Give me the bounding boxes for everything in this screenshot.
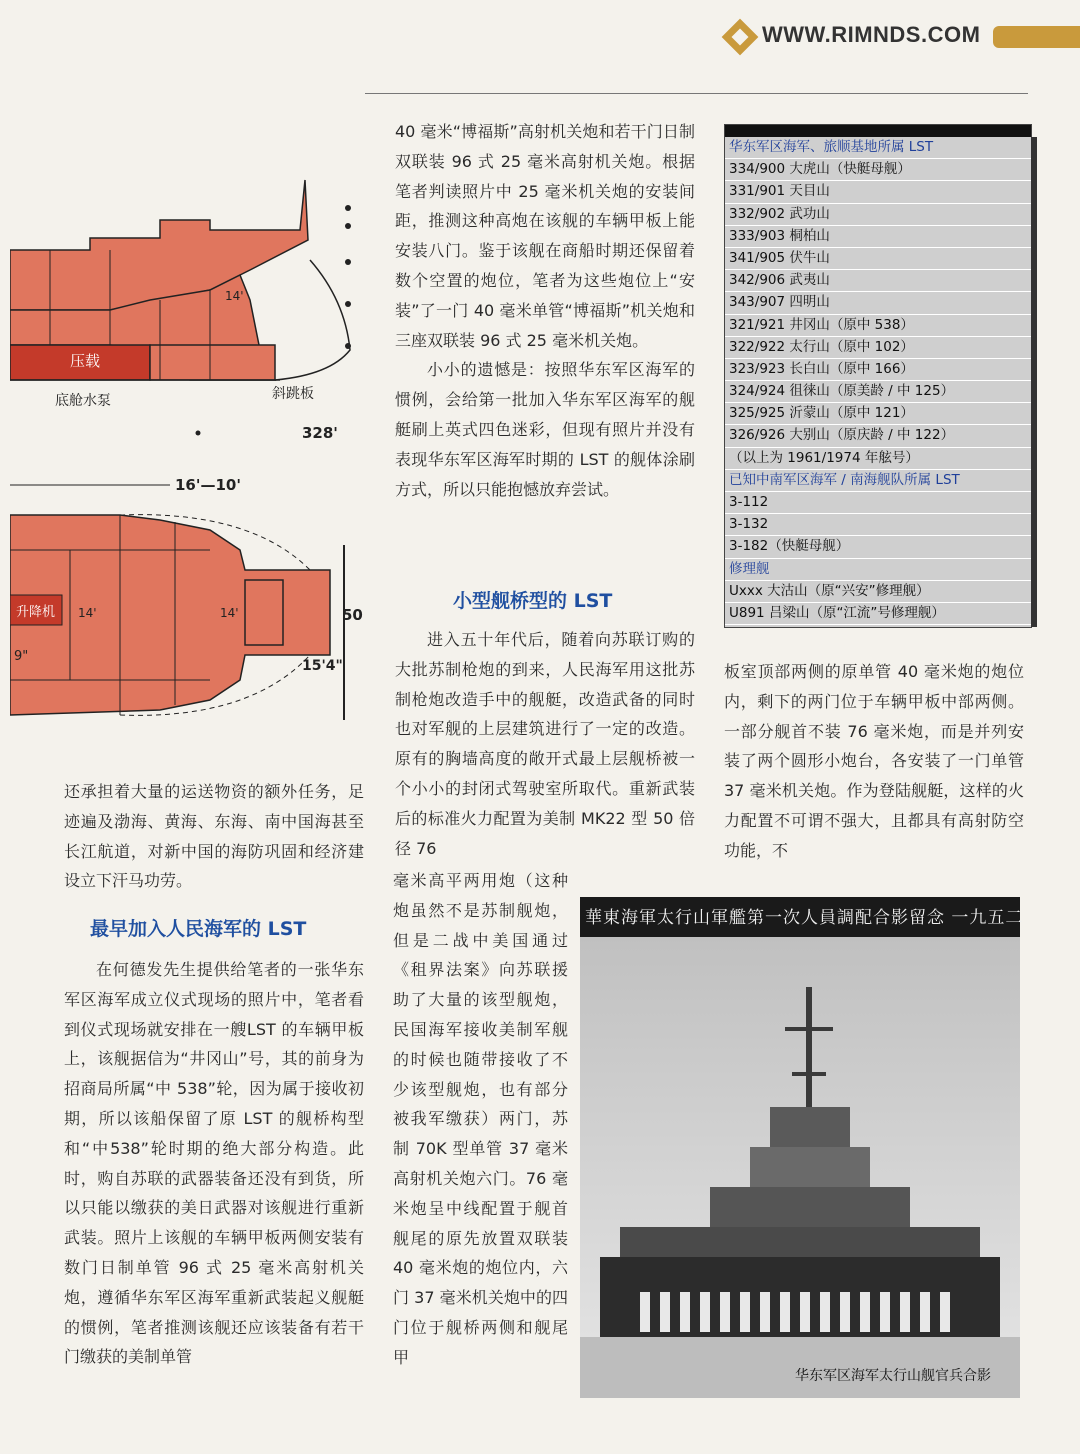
label-ramp: 斜跳板: [272, 386, 314, 402]
table-row: 修理舰: [725, 559, 1031, 581]
table-row: （以上为 1961/1974 年舷号）: [725, 448, 1031, 470]
table-row: 3-112: [725, 492, 1031, 514]
section-heading-earliest-lst: 最早加入人民海军的 LST: [90, 918, 307, 940]
table-row: 3-132: [725, 514, 1031, 536]
paragraph: 40 毫米“博福斯”高射机关炮和若干门日制双联装 96 式 25 毫米高射机关炮。根据笔者判读照片中 25 毫米机关炮的安装间距，推测这种高炮在该舰的车辆甲板上能安装八门。鉴于该舰在商船时期还保留着数个空置的炮位，笔者为这些炮位上“安装”了一门 40 毫米单管“博福斯”机关炮和三座双联装 96 式 25 毫米机关炮。: [395, 122, 695, 350]
label-dim-14c: 14': [220, 606, 239, 620]
label-elevator: 升降机: [16, 605, 56, 620]
label-dim-9: 9": [14, 649, 29, 664]
table-shadow: [1031, 137, 1037, 627]
table-row: 华东军区海军、旅顺基地所属 LST: [725, 137, 1031, 159]
paragraph: 还承担着大量的运送物资的额外任务，足迹遍及渤海、黄海、东海、南中国海甚至长江航道，对新中国的海防巩固和经济建设立下汗马功劳。: [64, 782, 364, 891]
table-top-bar: [725, 125, 1031, 137]
photo-image: [580, 897, 1020, 1398]
paragraph: 进入五十年代后，随着向苏联订购的大批苏制枪炮的到来，人民海军用这批苏制枪炮改造手中的舰艇，改造武备的同时也对军舰的上层建筑进行了一定的改造。原有的胸墙高度的敞开式最上层舰桥被一个小小的封闭式驾驶室所取代。重新武装后的标准火力配置为美制 MK22 型 50 倍径 76: [395, 630, 695, 858]
article-col2-narrow: [393, 866, 568, 1373]
photo-banner-text: 華東海軍太行山軍艦第一次人員調配合影留念 一九五二: [585, 908, 1024, 928]
table-row: 3-182（快艇母舰）: [725, 536, 1031, 558]
label-dim-15-4: 15'4": [302, 658, 343, 674]
table-row: 324/924 徂徕山（原美龄 / 中 125）: [725, 381, 1031, 403]
table-row: 已知中南军区海军 / 南海舰队所属 LST: [725, 470, 1031, 492]
ship-diagram: [10, 150, 370, 740]
label-dim-50: 50: [342, 606, 363, 624]
label-dim-14b: 14': [78, 606, 97, 620]
paragraph: 小小的遗憾是：按照华东军区海军的惯例，会给第一批加入华东军区海军的舰艇刷上英式四色迷彩，但现有照片并没有表现华东军区海军时期的 LST 的舰体涂刷方式，所以只能抱憾放弃尝试。: [395, 360, 695, 499]
table-row: 333/903 桐柏山: [725, 226, 1031, 248]
table-row: 321/921 井冈山（原中 538）: [725, 315, 1031, 337]
article-col3-body: [724, 657, 1024, 866]
table-row: Uxxx 大沽山（原“兴安”修理舰）: [725, 581, 1031, 603]
label-dim-16-10: 16'—10': [175, 476, 241, 494]
article-col1-continuation: [64, 777, 364, 896]
table-row: 326/926 大别山（原庆龄 / 中 122）: [725, 425, 1031, 447]
header-rule: [365, 93, 1028, 94]
label-ballast: 压载: [70, 352, 101, 370]
table-row: 334/900 大虎山（快艇母舰）: [725, 159, 1031, 181]
article-col2-top: [395, 117, 695, 504]
table-row: U891 吕梁山（原“江流”号修理舰）: [725, 603, 1031, 625]
section-heading-small-bridge-lst: 小型舰桥型的 LST: [453, 590, 613, 612]
article-col2-body: [395, 625, 695, 863]
crew-group-photo: [580, 897, 1020, 1398]
paragraph: 毫米高平两用炮（这种炮虽然不是苏制舰炮，但是二战中美国通过《租界法案》向苏联援助了大量的该型舰炮，民国海军接收美制军舰的时候也随带接收了不少该型舰炮，也有部分被我军缴获）两门，苏制 70K 型单管 37 毫米高射机关炮六门。76 毫米炮呈中线配置于舰首舰尾的原先放置双联装 40 毫米炮的炮位内，六门 37 毫米机关炮中的四门位于舰桥两侧和舰尾甲: [393, 871, 568, 1367]
table-row: 331/901 天目山: [725, 181, 1031, 203]
table-row: 325/925 沂蒙山（原中 121）: [725, 403, 1031, 425]
table-row: 342/906 武夷山: [725, 270, 1031, 292]
label-dim-14a: 14': [225, 289, 244, 303]
photo-caption: 华东军区海军太行山舰官兵合影: [795, 1368, 991, 1384]
paragraph: 在何德发先生提供给笔者的一张华东军区海军成立仪式现场的照片中，笔者看到仪式现场就安排在一艘LST 的车辆甲板上，该舰据信为“井冈山”号，其的前身为招商局所属“中 538”轮，因为属于接收初期，所以该船保留了原 LST 的舰桥构型和“中538”轮时期的绝大部分构造。此时，购自苏联的武器装备还没有到货，所以只能以缴获的美日武器对该舰进行重新武装。照片上该舰的车辆甲板两侧安装有数门日制单管 96 式 25 毫米高射机关炮，遵循华东军区海军重新武装起义舰艇的惯例，笔者推测该舰还应该装备有若干门缴获的美制单管: [64, 960, 364, 1367]
label-bilge-pump: 底舱水泵: [55, 393, 111, 409]
header-tab: [993, 26, 1080, 48]
site-url[interactable]: WWW.RIMNDS.COM: [762, 22, 981, 47]
label-dim-328: 328': [302, 424, 338, 442]
paragraph: 板室顶部两侧的原单管 40 毫米炮的炮位内，剩下的两门位于车辆甲板中部两侧。一部分舰首不装 76 毫米炮，而是并列安装了两个圆形小炮台，各安装了一门单管 37 毫米机关炮。作为登陆舰艇，这样的火力配置不可谓不强大，且都具有高射防空功能，不: [724, 662, 1024, 860]
table-row: 332/902 武功山: [725, 204, 1031, 226]
table-row: 341/905 伏牛山: [725, 248, 1031, 270]
table-row: 343/907 四明山: [725, 292, 1031, 314]
table-row: 323/923 长白山（原中 166）: [725, 359, 1031, 381]
article-col1-body: [64, 955, 364, 1372]
table-row: 322/922 太行山（原中 102）: [725, 337, 1031, 359]
lst-list-table: [724, 124, 1032, 628]
